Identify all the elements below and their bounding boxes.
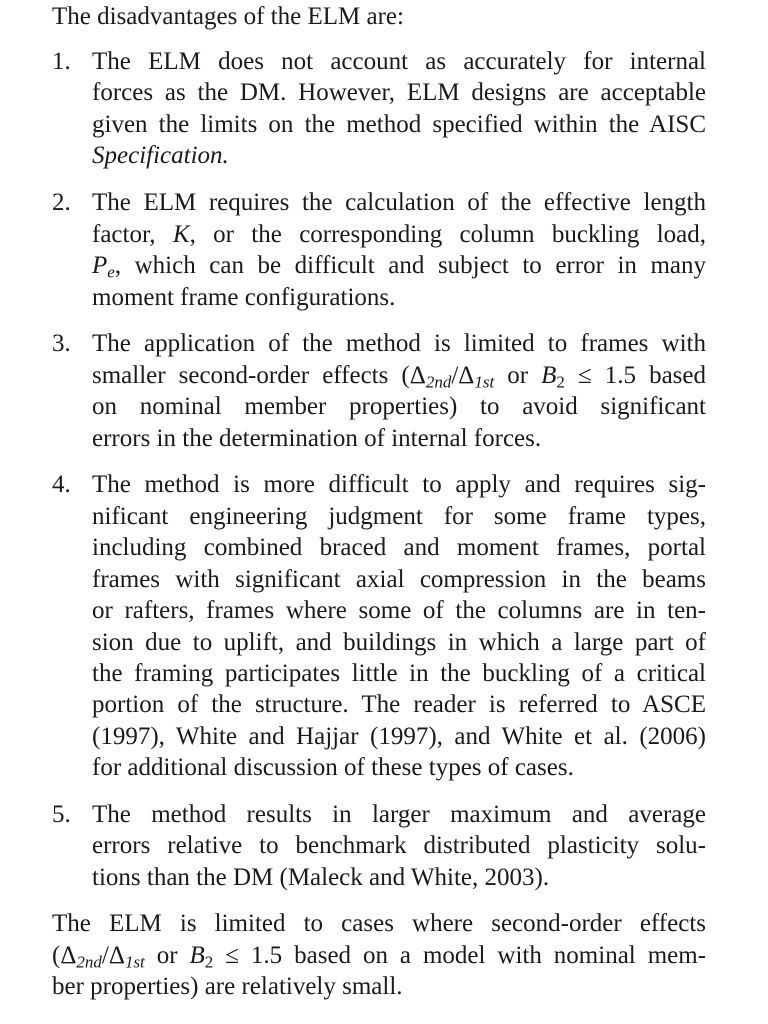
list-item-line: The method results in larger maximum and average (92, 801, 706, 828)
list-item-line: given the limits on the method specified within the AISC (92, 111, 706, 138)
list-item-line: The ELM does not account as accurately for internal (92, 48, 706, 75)
list-item-line: errors relative to benchmark distributed plasticity solu- (92, 832, 706, 859)
list-item-line: including combined braced and moment frames, portal (92, 534, 706, 561)
list-item-line: portion of the structure. The reader is referred to ASCE (92, 691, 706, 718)
list-item-line: nificant engineering judgment for some frame types, (92, 503, 706, 530)
list-item-line: the framing participates little in the buckling of a critical (92, 660, 706, 687)
intro-text: The disadvantages of the ELM are: (52, 3, 404, 30)
list-number: 4. (52, 471, 71, 498)
list-item-line: The application of the method is limited to frames with (92, 330, 706, 357)
list-number: 2. (52, 189, 71, 216)
list-item-line: forces as the DM. However, ELM designs are acceptable (92, 79, 706, 106)
list-item-line: smaller second-order effects ($\Delta_{2nd}/\Delta_{1st}$ or $B_2 \le 1.5$ based (92, 362, 706, 392)
paragraph-line: The ELM is limited to cases where second-order effects (52, 910, 706, 937)
list-item-line: on nominal member properties) to avoid significant (92, 393, 706, 420)
list-item-line: errors in the determination of internal forces. (92, 425, 542, 452)
list-item-line: factor, K, or the corresponding column buckling load, (92, 221, 706, 248)
list-item-line: for additional discussion of these types of cases. (92, 754, 574, 781)
list-item-line: tions than the DM (Maleck and White, 2003). (92, 864, 550, 891)
list-item-line: Specification. (92, 142, 229, 169)
list-item-line: sion due to uplift, and buildings in which a large part of (92, 629, 706, 656)
paragraph-line: ber properties) are relatively small. (52, 973, 403, 1000)
list-item-line: moment frame configurations. (92, 284, 396, 311)
list-item-line: (1997), White and Hajjar (1997), and White et al. (2006) (92, 723, 706, 750)
list-number: 1. (52, 48, 71, 75)
paragraph-line: ($\Delta_{2nd}/\Delta_{1st}$ or $B_2 \le 1.5$ based on a model with nominal mem- (52, 942, 707, 972)
list-item-line: The method is more difficult to apply and requires sig- (92, 471, 706, 498)
list-number: 3. (52, 330, 71, 357)
list-number: 5. (52, 801, 71, 828)
list-item-line: The ELM requires the calculation of the effective length (92, 189, 706, 216)
list-item-line: or rafters, frames where some of the columns are in ten- (92, 597, 706, 624)
list-item-line: frames with significant axial compression in the beams (92, 566, 706, 593)
list-item-line: $P_e$, which can be difficult and subject to error in many (92, 252, 706, 282)
